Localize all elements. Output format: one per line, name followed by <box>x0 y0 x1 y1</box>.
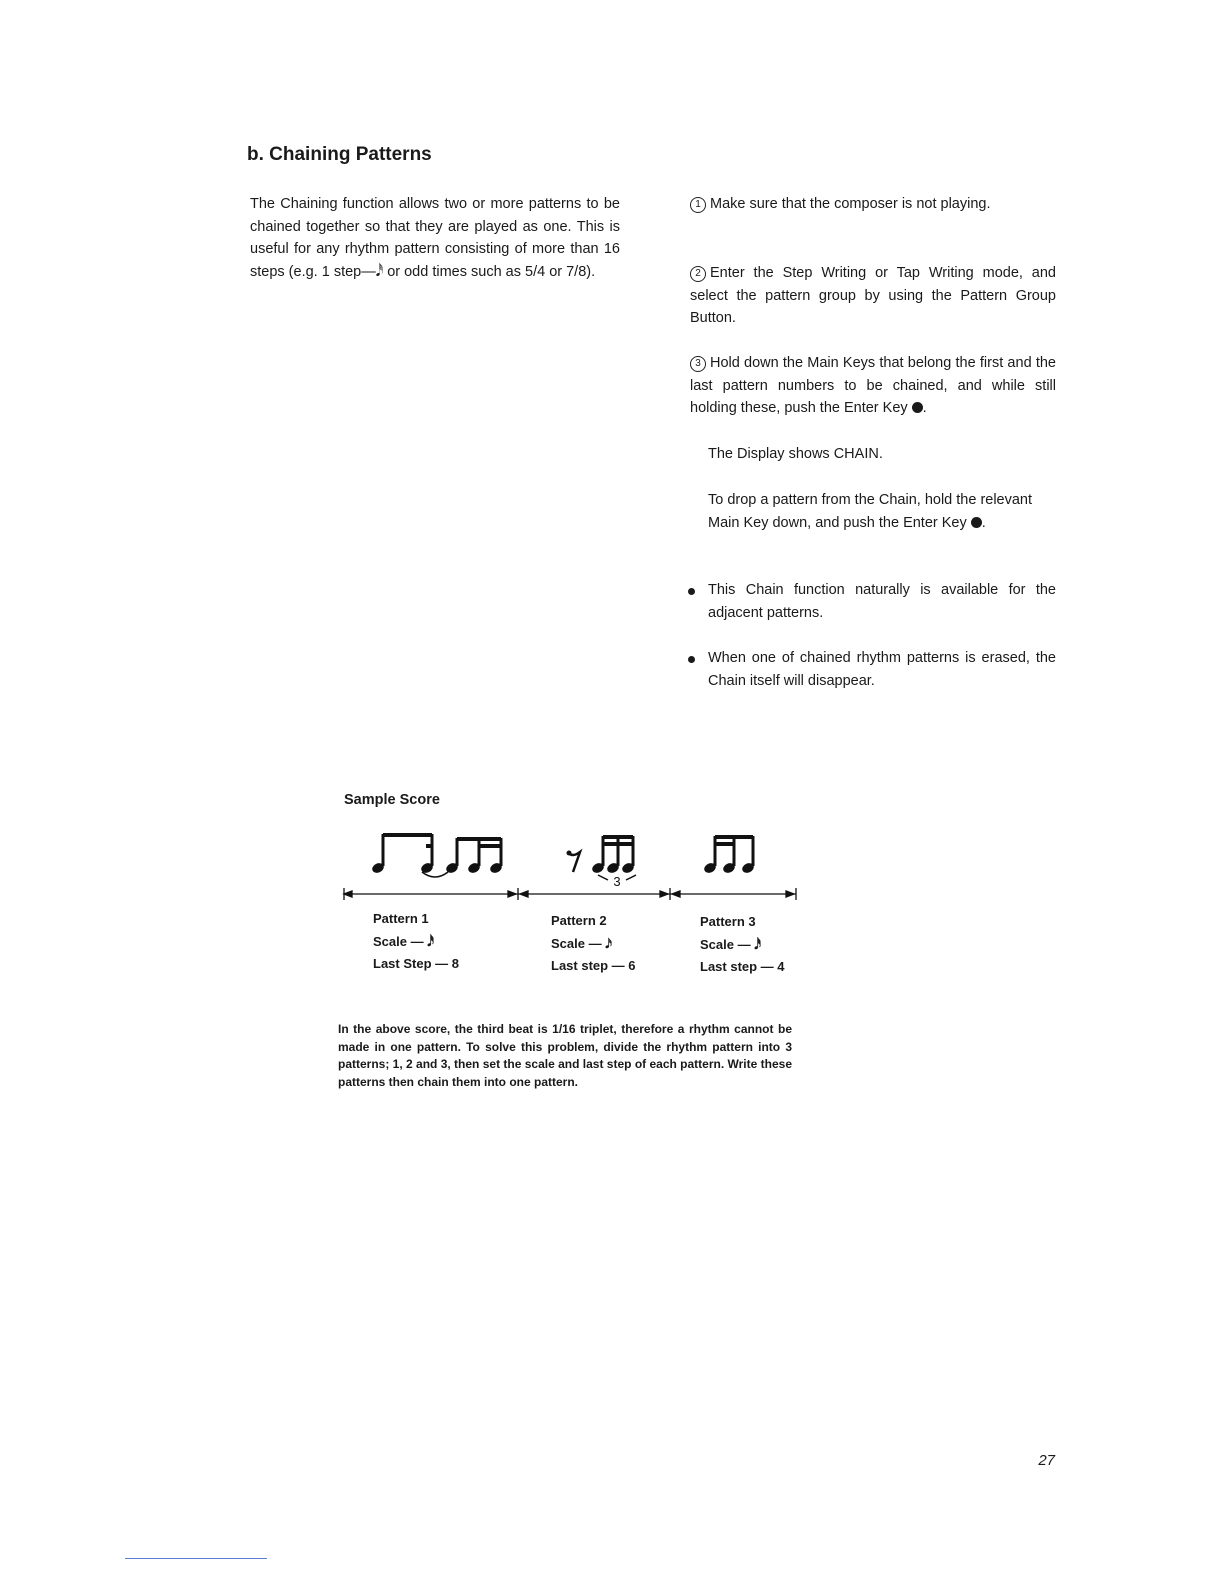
pattern-2-notes <box>591 836 636 875</box>
pattern-last-step: Last step — 4 <box>700 959 785 974</box>
step-1 <box>690 193 1056 216</box>
pattern-scale: Scale — 𝅘𝅥𝅰 <box>373 933 434 949</box>
pattern-last-step: Last step — 6 <box>551 958 636 973</box>
thirty-second-note-icon: 𝅘𝅥𝅰 <box>427 933 434 949</box>
enter-key-icon <box>912 402 923 413</box>
pattern-3-notes <box>703 836 756 875</box>
pattern-span-arrows <box>344 888 796 900</box>
pattern-name: Pattern 3 <box>700 914 756 929</box>
pattern-scale: Scale — 𝅘𝅥𝅰 <box>700 936 761 952</box>
footer-rule <box>125 1558 267 1559</box>
step-text: Hold down the Main Keys that belong the first and the last pattern numbers to be chained, and while still holding these, push the Enter Key <box>690 355 1056 416</box>
bullet-item <box>688 579 1056 624</box>
bullet-text: When one of chained rhythm patterns is erased, the Chain itself will disappear. <box>708 650 1056 689</box>
triplet-label: 3 <box>613 874 621 889</box>
step-number: 2 <box>690 266 706 282</box>
step-text: Make sure that the composer is not playing. <box>710 196 991 212</box>
rest-dot <box>567 851 572 856</box>
pattern-2-info <box>551 910 636 978</box>
pattern-last-step: Last Step — 8 <box>373 956 459 971</box>
step-2 <box>690 262 1056 330</box>
pattern-scale: Scale — 𝅘𝅥𝅯 <box>551 935 612 951</box>
section-title: b. Chaining Patterns <box>247 144 432 165</box>
pattern-1-notes <box>371 834 504 875</box>
score-caption: In the above score, the third beat is 1/16 triplet, therefore a rhythm cannot be made in one pattern. To solve this problem, divide the rhythm pattern into 3 patterns; 1, 2 and 3, then set the scale and last step of each pattern. Write these patterns then chain them into one pattern. <box>338 1022 792 1089</box>
bullet-icon <box>688 656 695 663</box>
page-number: 27 <box>1038 1452 1055 1469</box>
thirty-second-note-icon: 𝅘𝅥𝅰 <box>754 936 761 952</box>
drop-note: To drop a pattern from the Chain, hold the relevant Main Key down, and push the Enter Key . <box>708 492 1033 531</box>
sixteenth-triplet-note-icon: 𝅘𝅥𝅯 <box>605 935 612 951</box>
pattern-3-info <box>700 911 785 979</box>
step-3: 3 Hold down the Main Keys that belong the first and the last pattern numbers to be chained, and while still holding these, push the Enter Key . <box>690 355 1056 416</box>
sample-score-title: Sample Score <box>344 792 440 808</box>
step-text: Enter the Step Writing or Tap Writing mode, and select the pattern group by using the Pattern Group Button. <box>690 265 1056 326</box>
pattern-name: Pattern 2 <box>551 913 607 928</box>
bullet-icon <box>688 588 695 595</box>
bullet-text: This Chain function naturally is available for the adjacent patterns. <box>708 582 1056 621</box>
step-number: 3 <box>690 356 706 372</box>
display-note: The Display shows CHAIN. <box>708 446 883 462</box>
enter-key-icon <box>971 517 982 528</box>
drop-note-text: To drop a pattern from the Chain, hold the relevant Main Key down, and push the Enter Key <box>708 492 1033 531</box>
rhythm-notation <box>330 822 820 912</box>
pattern-name: Pattern 1 <box>373 911 429 926</box>
step-number: 1 <box>690 197 706 213</box>
bullet-item <box>688 647 1056 692</box>
intro-paragraph: The Chaining function allows two or more patterns to be chained together so that they are played as one. This is useful for any rhythm pattern consisting of more than 16 steps (e.g. 1 step—𝅘𝅥𝅰 or odd times such as 5/4 or 7/8). <box>250 196 620 280</box>
pattern-1-info <box>373 908 459 976</box>
